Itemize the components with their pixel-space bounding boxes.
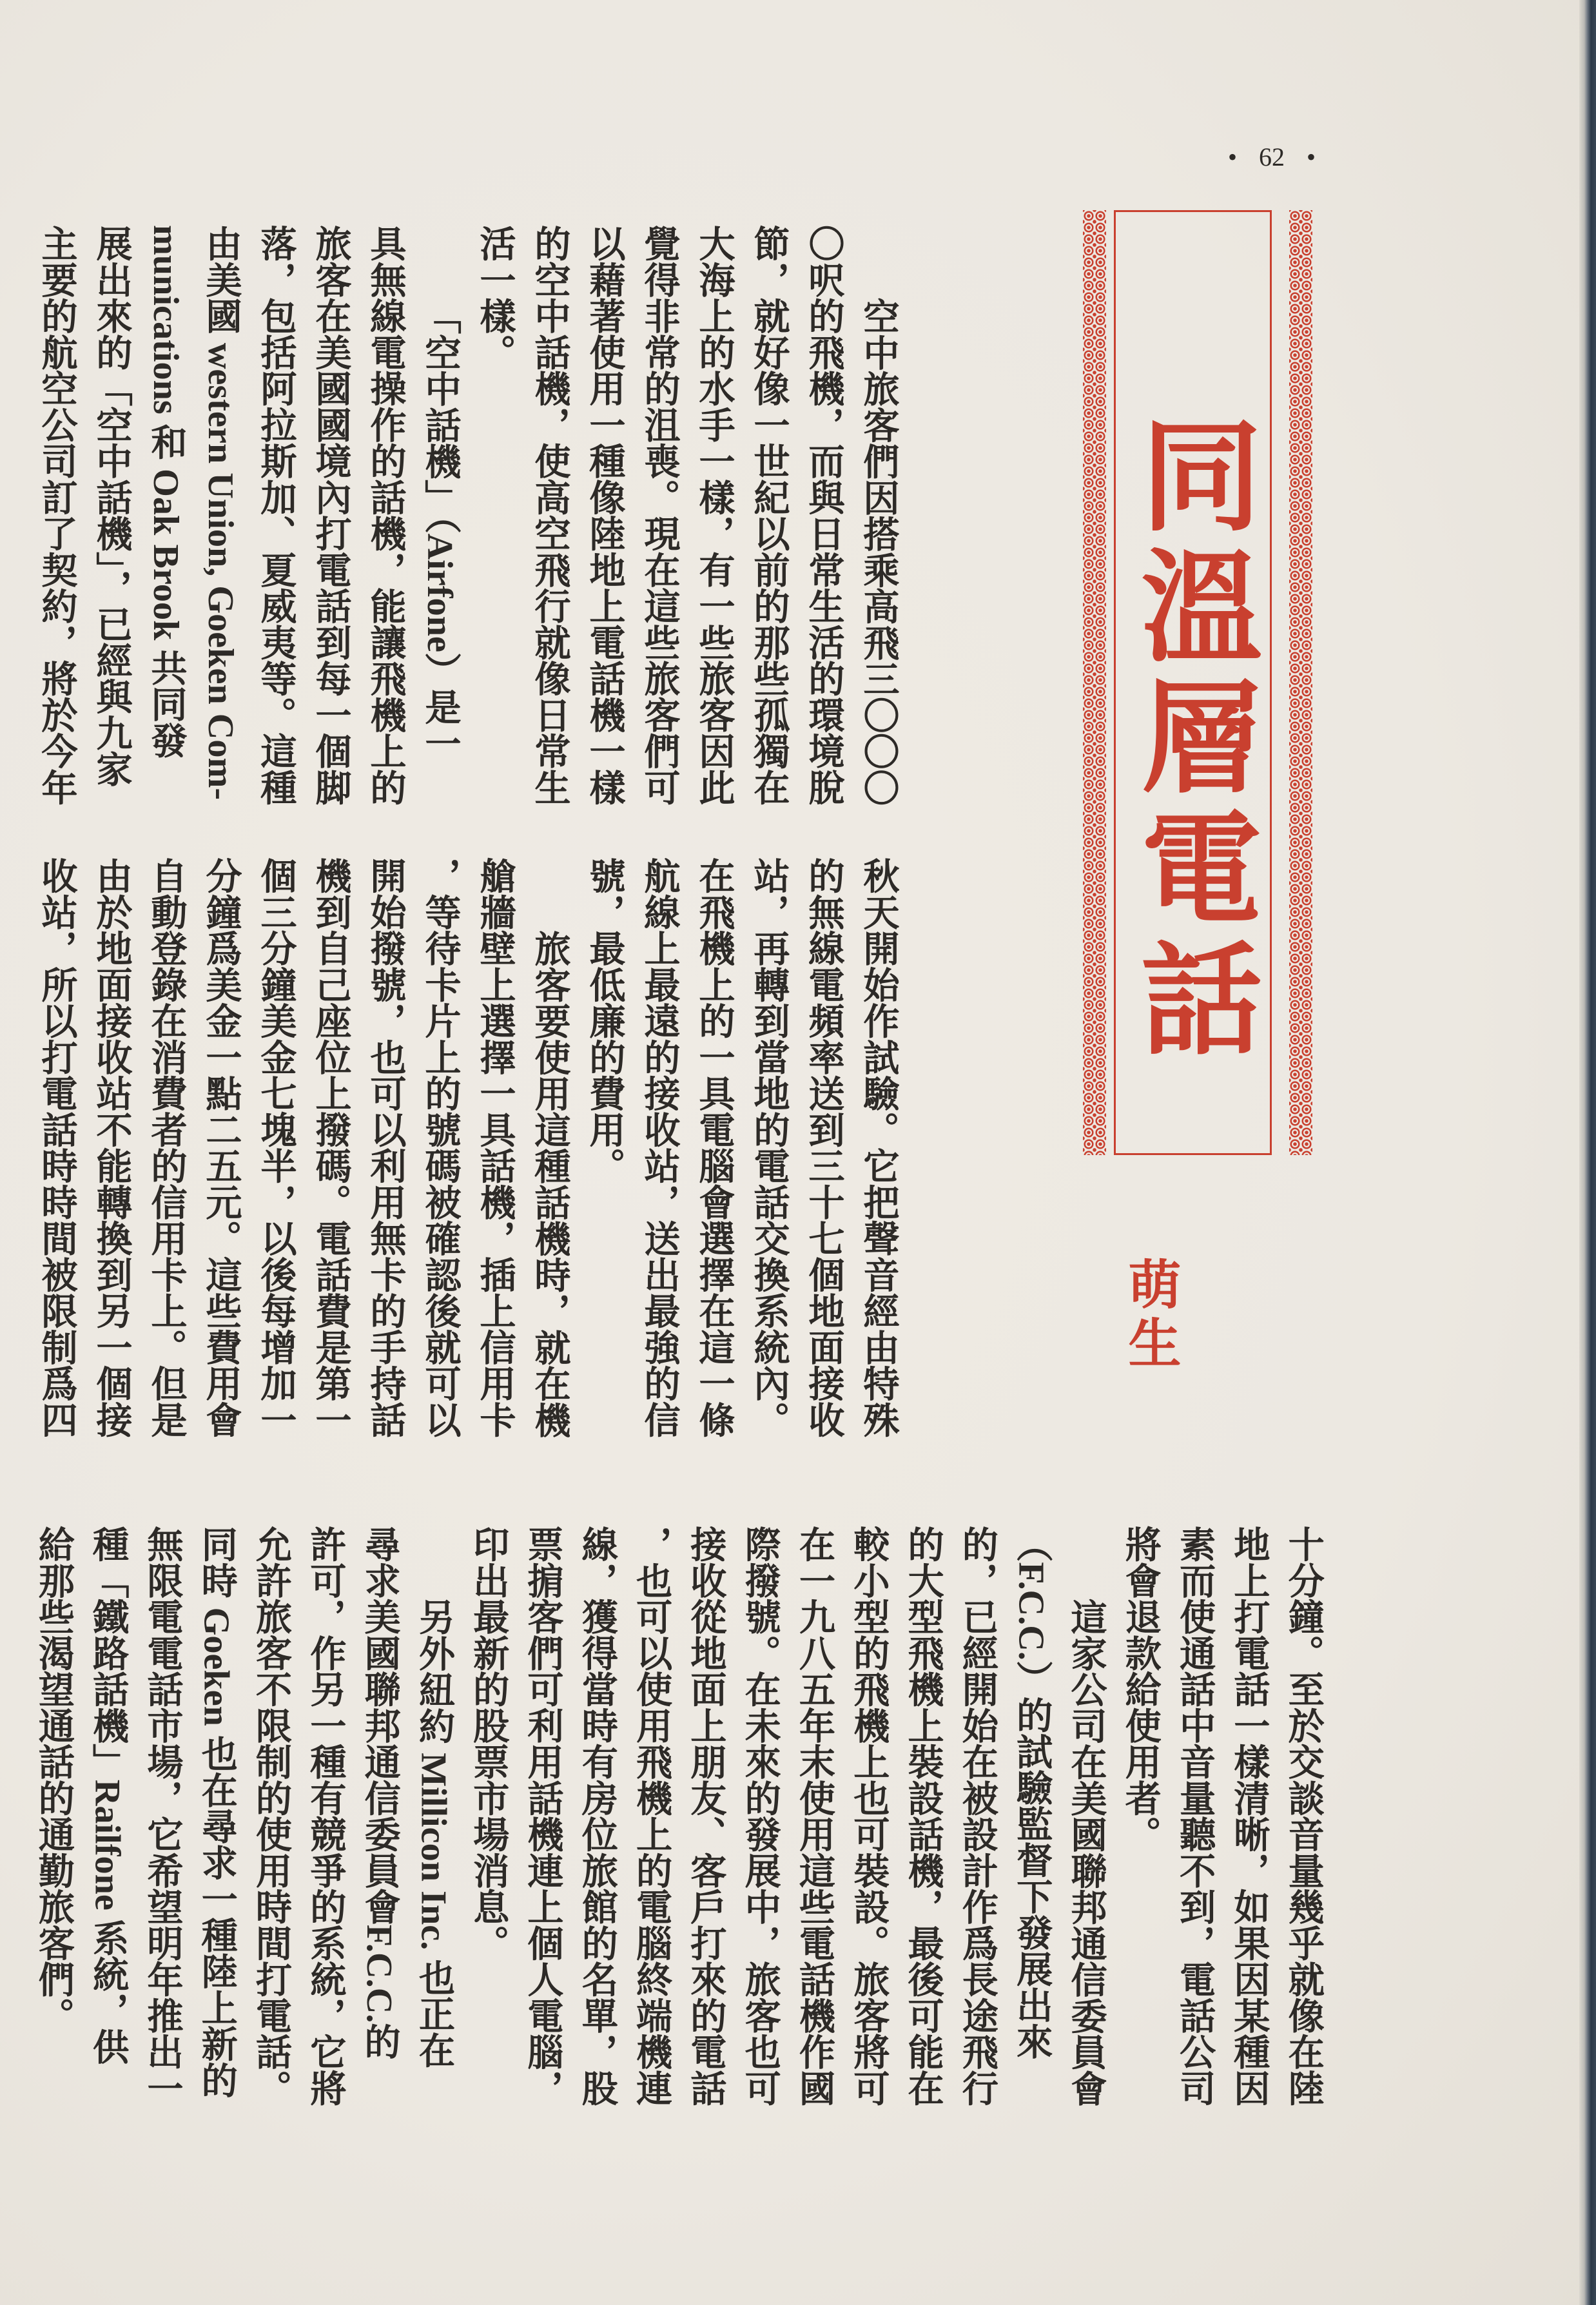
article-column: 展出來的「空中話機」，已經與九家 (91, 225, 131, 787)
article-column: 收站，所以打電話時時間被限制爲四 (36, 857, 76, 1437)
article-column: 活一樣。 (474, 225, 514, 370)
article-column: 落，包括阿拉斯加、夏威夷等。這種 (255, 225, 295, 805)
article-column: 旅客在美國國境內打電話到每一個脚 (310, 225, 350, 805)
article-column: 「空中話機」（Airfone）是一 (420, 297, 460, 761)
article-column: 的空中話機，使高空飛行就像日常生 (529, 225, 569, 805)
article-column: 在飛機上的一具電腦會選擇在這一條 (694, 857, 734, 1437)
article-column: 的大型飛機上裝設話機，最後可能在 (902, 1526, 943, 2106)
article-column: 的，已經開始在被設計作爲長途飛行 (957, 1526, 997, 2106)
article-column: 號，最低廉的費用。 (584, 857, 624, 1184)
article-column: 的無線電頻率送到三十七個地面接收 (803, 857, 843, 1437)
article-column: 印出最新的股票市場消息。 (467, 1526, 508, 1961)
article-column: 際撥號。在未來的發展中，旅客也可 (739, 1526, 780, 2106)
article-column: 大海上的水手一樣，有一些旅客因此 (694, 225, 734, 805)
article-column: 旅客要使用這種話機時，就在機 (529, 929, 569, 1437)
title-ornament-left (1083, 210, 1106, 1155)
article-column: 自動登錄在消費者的信用卡上。但是 (146, 857, 186, 1437)
article-column: 覺得非常的沮喪。現在這些旅客們可 (639, 225, 679, 805)
article-column: ，也可以使用飛機上的電腦終端機連 (630, 1526, 671, 2106)
article-column: 具無線電操作的話機，能讓飛機上的 (365, 225, 405, 805)
article-title: 同溫層電話 (1120, 413, 1263, 1067)
article-column: 這家公司在美國聯邦通信委員會 (1066, 1598, 1105, 2106)
article-column: 以藉著使用一種像陸地上電話機一樣 (584, 225, 624, 805)
article-column: 秋天開始作試驗。它把聲音經由特殊 (858, 857, 898, 1437)
article-column: 給那些渴望通話的通勤旅客們。 (33, 1526, 73, 2034)
book-page-edge (1579, 0, 1596, 2305)
article-column: ，等待卡片上的號碼被確認後就可以 (420, 857, 460, 1437)
article-column: 由於地面接收站不能轉換到另一個接 (91, 857, 131, 1437)
article-lower-block (26, 1526, 1330, 2106)
article-column: 種「鐵路話機」Railfone 系統，供 (87, 1526, 128, 2065)
article-column: 尋求美國聯邦通信委員會F.C.C.的 (359, 1526, 400, 2059)
author-name: 萌生 (1120, 1257, 1182, 1374)
article-column: 艙牆壁上選擇一具話機，插上信用卡 (474, 857, 514, 1437)
article-column: 將會退款給使用者。 (1120, 1526, 1160, 1853)
page-number: • 62 • (1228, 142, 1316, 171)
article-column: 十分鐘。至於交談音量幾乎就像在陸 (1283, 1526, 1323, 2106)
article-column: 個三分鐘美金七塊半，以後每增加一 (255, 857, 295, 1437)
article-upper-block (28, 225, 905, 805)
article-middle-block (28, 857, 905, 1437)
article-column: 接收從地面上朋友、客戶打來的電話 (685, 1526, 725, 2106)
article-column: 分鐘爲美金一點二五元。這些費用會 (200, 857, 240, 1437)
article-column: 素而使通話中音量聽不到，電話公司 (1174, 1526, 1214, 2106)
article-column: 在一九八五年末使用這些電話機作國 (793, 1526, 834, 2106)
article-column: 機到自己座位上撥碼。電話費是第一 (310, 857, 350, 1437)
article-column: munications 和 Oak Brook 共同發 (146, 225, 186, 759)
article-column: 同時 Goeken 也在尋求一種陸上新的 (196, 1526, 237, 2098)
article-column: 〇呎的飛機，而與日常生活的環境脫 (803, 225, 843, 805)
article-column: 許可，作另一種有競爭的系統，它將 (304, 1526, 345, 2106)
article-column: 無限電電話市場，它希望明年推出一 (141, 1526, 182, 2106)
article-column: 允許旅客不限制的使用時間打電話。 (250, 1526, 291, 2106)
article-column: 開始撥號，也可以利用無卡的手持話 (365, 857, 405, 1437)
article-column: 航線上最遠的接收站，送出最強的信 (639, 857, 679, 1437)
article-column: 空中旅客們因搭乘高飛三〇〇〇 (858, 297, 898, 805)
article-column: 票掮客們可利用話機連上個人電腦， (522, 1526, 563, 2106)
article-column: 站，再轉到當地的電話交換系統內。 (748, 857, 788, 1437)
title-ornament-right (1289, 210, 1312, 1155)
article-column: 由美國 western Union, Goeken Com- (200, 225, 240, 801)
article-column: 地上打電話一樣清晰，如果因某種因 (1228, 1526, 1269, 2106)
article-column: （F.C.C.）的試驗監督下發展出來 (1011, 1526, 1051, 2059)
article-column: 較小型的飛機上也可裝設。旅客將可 (848, 1526, 888, 2106)
article-column: 線，獲得當時有房位旅館的名單，股 (576, 1526, 617, 2106)
article-column: 主要的航空公司訂了契約，將於今年 (36, 225, 76, 805)
article-column: 另外紐約 Millicon Inc. 也正在 (413, 1598, 454, 2068)
article-column: 節，就好像一世紀以前的那些孤獨在 (748, 225, 788, 805)
